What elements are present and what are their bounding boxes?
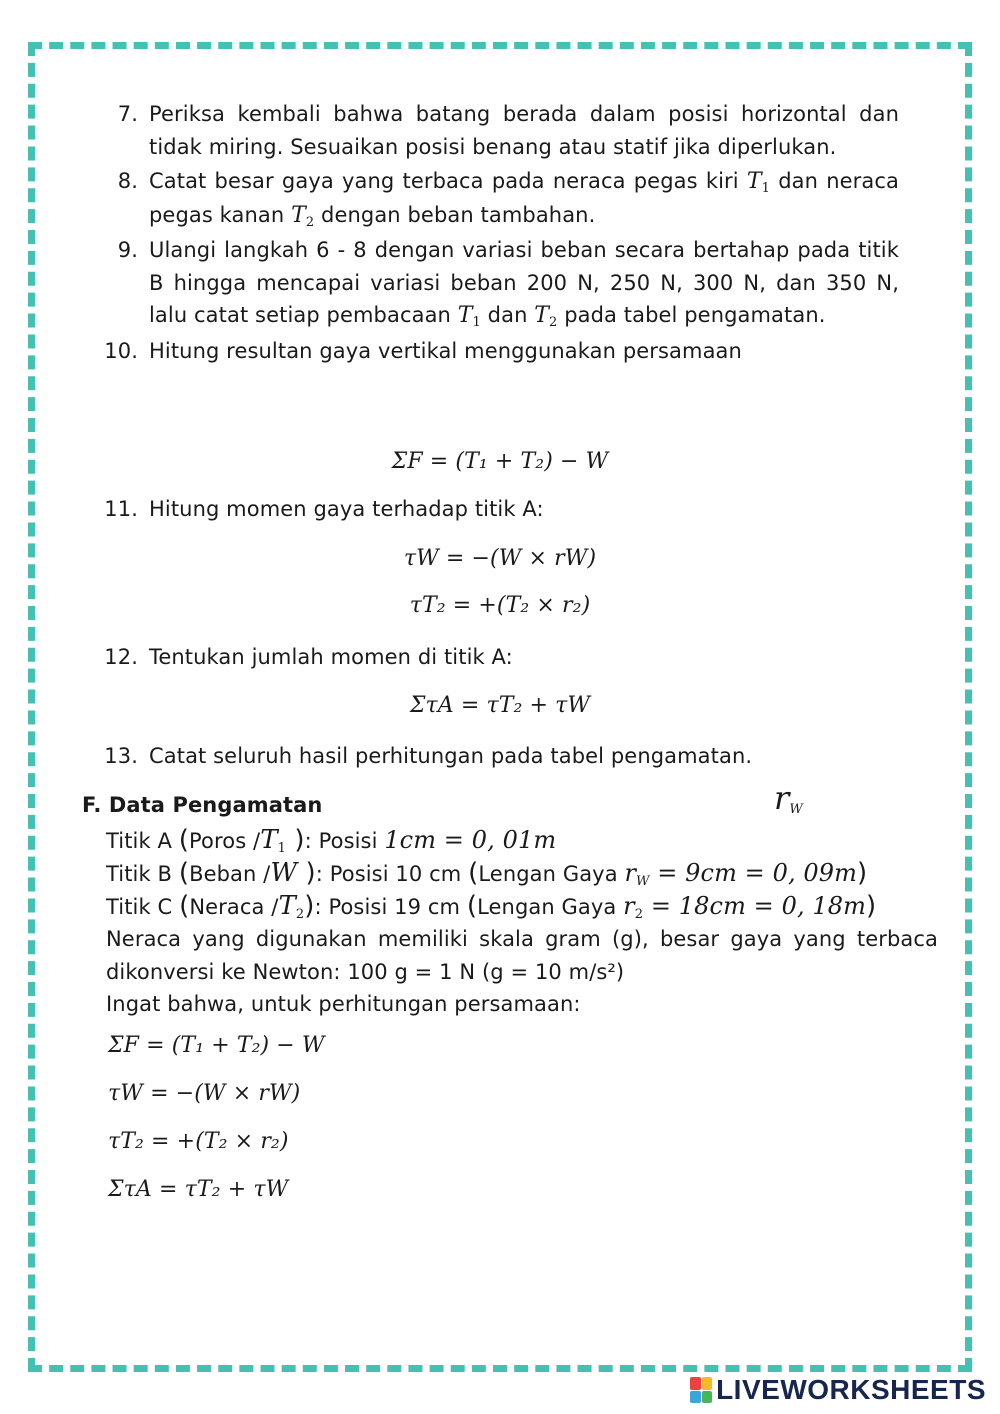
equation-sigma-tau: ΣτA = τT₂ + τW [409, 693, 591, 718]
step-10 [104, 335, 899, 368]
step-7 [104, 98, 899, 163]
step-text-b: dan [487, 303, 528, 327]
step-8 [104, 165, 899, 232]
equation-tau-t2: τT₂ = +(T₂ × r₂) [409, 593, 591, 618]
symbol-t2: $T_2$ [534, 303, 558, 330]
step-text: Catat seluruh hasil perhitungan pada tabel pengamatan. [149, 744, 753, 768]
reminder-line: Ingat bahwa, untuk perhitungan persamaan: [106, 992, 581, 1016]
arm-b-value: $r_W = 9cm = 0$, 09m [624, 859, 858, 889]
symbol-t2: $T_2$ [278, 891, 305, 922]
arm-c-value: $r_2 = 18cm = 0$, 18m [623, 892, 867, 922]
position-a-value: 1cm = 0, 01m [384, 826, 557, 854]
step-number: 10. [104, 338, 138, 363]
step-text-a: Ulangi langkah 6 - 8 dengan variasi beban secara bertahap pada titik B hingga mencapai variasi beban 200 N, 250 N, 300 N, dan 350 N, lalu catat setiap pembacaan [149, 238, 899, 327]
liveworksheets-logo [690, 1372, 986, 1408]
formula-sigma-f: ΣF = (T₁ + T₂) − W [108, 1033, 325, 1058]
step-text: Hitung resultan gaya vertikal menggunakan persamaan [149, 338, 742, 363]
section-title: F. Data Pengamatan [82, 793, 323, 817]
procedure-steps-12 [104, 641, 899, 676]
step-11 [104, 493, 899, 526]
formula-tau-t2: τT₂ = +(T₂ × r₂) [108, 1129, 289, 1154]
step-number: 9. [117, 238, 138, 262]
step-12 [104, 641, 899, 674]
symbol-t1: $T_1$ [746, 169, 771, 196]
floating-symbol-rw: $r_W$ [774, 779, 803, 817]
step-text-c: pada tabel pengamatan. [564, 303, 826, 327]
step-text: Periksa kembali bahwa batang berada dalam posisi horizontal dan tidak miring. Sesuaikan posisi benang atau statif jika diperlukan. [149, 102, 899, 159]
symbol-t2: $T_2$ [291, 202, 315, 230]
scale-paragraph: Neraca yang digunakan memiliki skala gram (g), besar gaya yang terbaca dikonversi ke Newton: 100 g = 1 N (g = 10 m/s²) [106, 927, 938, 984]
symbol-t1: $T_1$ [260, 825, 287, 856]
symbol-t1: $T_1$ [457, 303, 481, 330]
step-text: Tentukan jumlah momen di titik A: [149, 645, 513, 669]
titik-a-line: Titik A (Poros $/T_1$ ): Posisi 1cm = 0, 01m [106, 825, 557, 856]
step-text-c: dengan beban tambahan. [321, 202, 596, 227]
liveworksheets-icon [690, 1377, 712, 1403]
formula-tau-w: τW = −(W × rW) [108, 1081, 301, 1106]
step-number: 11. [104, 497, 138, 521]
equation-sigma-f: ΣF = (T₁ + T₂) − W [391, 449, 609, 474]
step-text: Hitung momen gaya terhadap titik A: [149, 497, 544, 521]
observation-data [106, 824, 938, 1021]
symbol-w: W [270, 858, 298, 888]
step-number: 12. [104, 645, 138, 669]
titik-b-line: Titik B (Beban /W ): Posisi 10 cm (Lengan Gaya $r_W = 9cm = 0$, 09m) [106, 858, 868, 889]
procedure-steps [104, 98, 899, 369]
step-text-a: Catat besar gaya yang terbaca pada neraca pegas kiri [149, 169, 739, 193]
brand-name: LIVEWORKSHEETS [716, 1374, 986, 1405]
step-13 [104, 740, 899, 773]
step-text-b: dan neraca pegas kanan [149, 169, 899, 227]
procedure-steps-13 [104, 740, 899, 775]
step-number: 13. [104, 744, 138, 768]
step-9 [104, 234, 899, 333]
step-number: 8. [117, 169, 138, 193]
procedure-steps-11 [104, 493, 899, 528]
formula-sigma-tau: ΣτA = τT₂ + τW [108, 1177, 289, 1202]
reminder-formulas [108, 1030, 325, 1222]
titik-c-line: Titik C (Neraca $/T_2$): Posisi 19 cm (Lengan Gaya $r_2 = 18cm = 0$, 18m) [106, 891, 877, 922]
equation-tau-w: τW = −(W × rW) [403, 546, 597, 571]
step-number: 7. [117, 102, 138, 126]
